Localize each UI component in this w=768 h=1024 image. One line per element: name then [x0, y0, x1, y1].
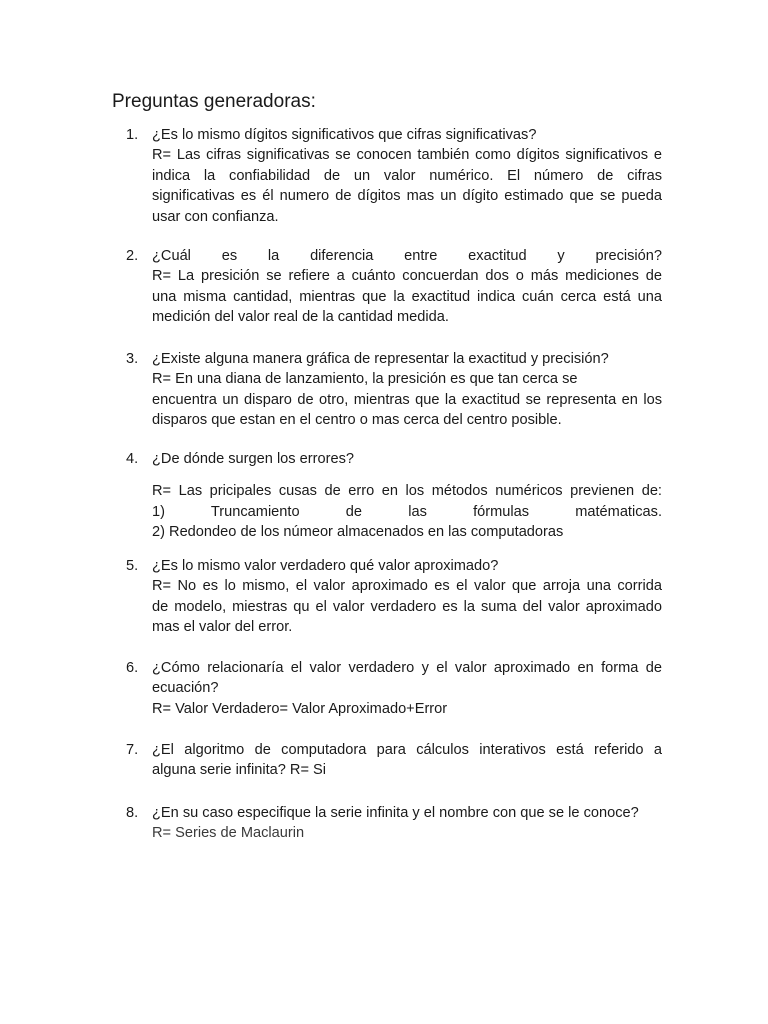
question-text: ¿De dónde surgen los errores?	[152, 451, 354, 467]
answer-line: usar con confianza.	[152, 208, 279, 225]
page-title: Preguntas generadoras:	[112, 91, 316, 112]
question-text: ¿Es lo mismo dígitos significativos que cifras significativas?	[152, 127, 537, 143]
question-text: alguna serie infinita? R= Si	[152, 762, 327, 779]
question-number: 5.	[126, 558, 139, 574]
question-item-8	[126, 803, 662, 844]
answer-line: R= Las cifras significativas se conocen también como dígitos significativos e	[152, 147, 662, 164]
question-text: ¿Existe alguna manera gráfica de representar la exactitud y precisión?	[152, 351, 609, 367]
question-item-2	[126, 246, 662, 328]
answer-line: R= No es lo mismo, el valor aproximado es el valor que arroja una corrida	[152, 578, 662, 595]
answer-line: indica la confiabilidad de un valor numérico. El número de cifras	[152, 167, 662, 184]
question-number: 1.	[126, 127, 139, 143]
question-item-5	[126, 556, 662, 638]
answer-line: disparos que estan en el centro o mas cerca del centro posible.	[152, 412, 562, 429]
answer-line: 1) Truncamiento de las fórmulas matématicas.	[152, 503, 662, 520]
answer-line: R= Series de Maclaurin	[152, 825, 305, 842]
question-text: ¿En su caso especifique la serie infinita y el nombre con que se le conoce?	[152, 805, 639, 821]
answer-line: mas el valor del error.	[152, 619, 293, 636]
question-item-3	[126, 349, 662, 431]
answer-line: de modelo, miestras qu el valor verdadero es la suma del valor aproximado	[152, 598, 662, 615]
question-number: 6.	[126, 660, 139, 676]
answer-line: significativas es él numero de dígitos mas un dígito estimado que se pueda	[152, 188, 662, 205]
question-text: ¿El algoritmo de computadora para cálculos interativos está referido a	[152, 742, 662, 758]
answer-line: encuentra un disparo de otro, mientras que la exactitud se representa en los	[152, 391, 662, 408]
question-item-4	[126, 449, 662, 543]
question-number: 4.	[126, 451, 139, 467]
question-item-6	[126, 658, 662, 719]
question-number: 2.	[126, 248, 139, 264]
question-number: 3.	[126, 351, 139, 367]
question-text: ecuación?	[152, 680, 219, 697]
question-number: 7.	[126, 742, 139, 758]
question-number: 8.	[126, 805, 139, 821]
answer-line: R= Las pricipales cusas de erro en los métodos numéricos previenen de:	[152, 483, 662, 500]
answer-line: R= La presición se refiere a cuánto concuerdan dos o más mediciones de	[152, 268, 662, 285]
answer-line: 2) Redondeo de los númeor almacenados en las computadoras	[152, 524, 564, 541]
question-text: ¿Cómo relacionaría el valor verdadero y el valor aproximado en forma de	[152, 660, 662, 676]
question-text: ¿Cuál es la diferencia entre exactitud y precisión?	[152, 248, 662, 264]
question-text: ¿Es lo mismo valor verdadero qué valor aproximado?	[152, 558, 499, 574]
question-item-7	[126, 740, 662, 781]
answer-line: medición del valor real de la cantidad medida.	[152, 309, 449, 326]
question-item-1	[126, 125, 662, 227]
answer-line: R= En una diana de lanzamiento, la presición es que tan cerca se	[152, 371, 578, 388]
answer-line: R= Valor Verdadero= Valor Aproximado+Error	[152, 700, 448, 717]
answer-line: una misma cantidad, mientras que la exactitud indica cuán cerca está una	[152, 288, 662, 305]
